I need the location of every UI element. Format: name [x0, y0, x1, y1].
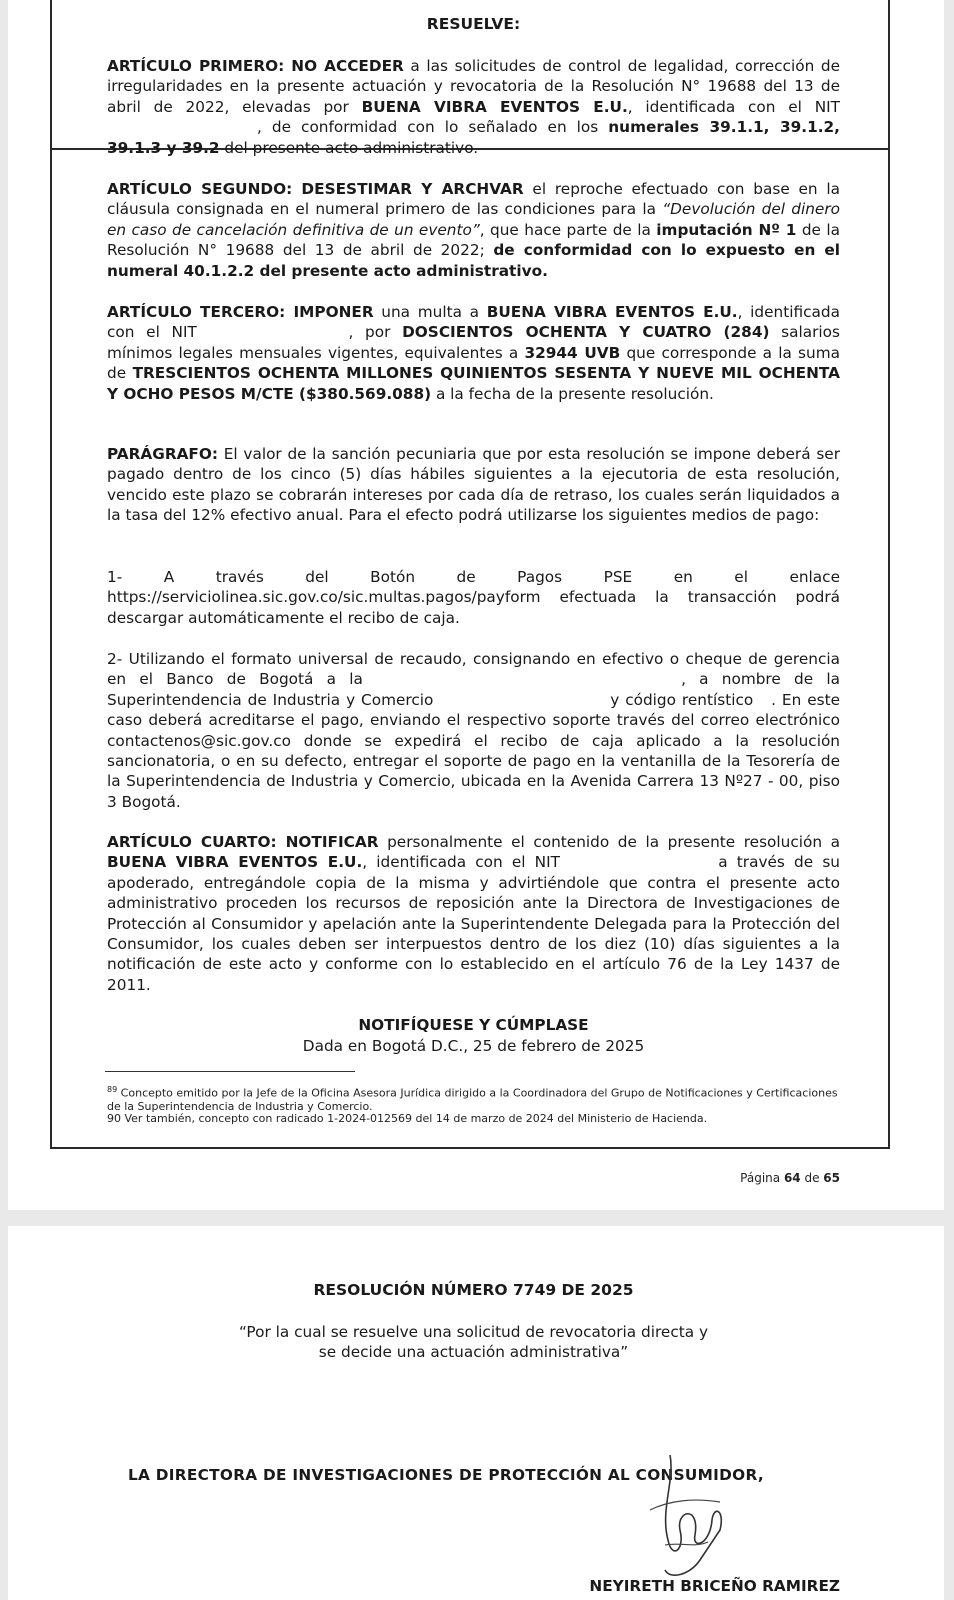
articulo-cuarto: ARTÍCULO CUARTO: NOTIFICAR personalmente el contenido de la presente resolución a BUENA VIBRA EVENTOS E.U., identificada con el NIT a través de su apoderado, entregándole copia de la misma y advirtiéndole que contra el presente acto administrativo proceden los recursos de reposición ante la Directora de Investigaciones de Protección al Consumidor y apelación ante la Superintendente Delegada para la Protección del Consumidor, los cuales deben ser interpuestos dentro de los diez (10) días siguientes a la notificación de este acto y conforme con lo establecido en el artículo 76 de la Ley 1437 de 2011. — [107, 833, 841, 994]
footnote-90: 90 Ver también, concepto con radicado 1-2024-012569 del 14 de marzo de 2024 del Ministerio de Hacienda. — [107, 1112, 708, 1125]
articulo-primero: ARTÍCULO PRIMERO: NO ACCEDER a las solicitudes de control de legalidad, corrección de irregularidades en la presente actuación y revocatoria de la Resolución N° 19688 del 13 de abril de 2022, elevadas por BUENA VIBRA EVENTOS E.U., identificada con el NIT , de conformidad con lo señalado en los numerales 39.1.1, 39.1.2, 39.1.3 y 39.2 del presente acto administrativo. — [107, 57, 840, 157]
articulo-segundo: ARTÍCULO SEGUNDO: DESESTIMAR Y ARCHVAR el reproche efectuado con base en la cláusula consignada en el numeral primero de las condiciones para la “Devolución del dinero en caso de cancelación definitiva de un evento”, que hace parte de la imputación Nº 1 de la Resolución N° 19688 del 13 de abril de 2022; de conformidad con lo expuesto en el numeral 40.1.2.2 del presente acto administrativo. — [107, 180, 841, 280]
paragrafo: PARÁGRAFO: El valor de la sanción pecuniaria que por esta resolución se impone deberá ser pagado dentro de los cinco (5) días hábiles siguientes a la ejecutoria de esta resolución, vencido este plazo se cobrarán intereses por cada día de retraso, los cuales serán liquidados a la tasa del 12% efectivo anual. Para el efecto podrá utilizarse los siguientes medios de pago: — [107, 445, 840, 525]
director-title: LA DIRECTORA DE INVESTIGACIONES DE PROTECCIÓN AL CONSUMIDOR, — [128, 1466, 764, 1484]
articulo-tercero: ARTÍCULO TERCERO: IMPONER una multa a BUENA VIBRA EVENTOS E.U., identificada con el NIT , por DOSCIENTOS OCHENTA Y CUATRO (284) salarios mínimos legales mensuales vigentes, equivalentes a 32944 UVB que corresponde a la suma de TRESCIENTOS OCHENTA MILLONES QUINIENTOS SESENTA Y NUEVE MIL OCHENTA Y OCHO PESOS M/CTE ($380.569.088) a la fecha de la presente resolución. — [107, 303, 841, 403]
payment-option-pse: 1- A través del Botón de Pagos PSE en el enlace https://serviciolinea.sic.gov.co/sic.multas.pagos/payform efectuada la transacción podrá descargar automáticamente el recibo de caja. — [107, 568, 840, 627]
resuelve-heading: RESUELVE: — [426, 15, 521, 33]
signer-name: NEYIRETH BRICEÑO RAMIREZ — [589, 1577, 840, 1595]
footnote-89: $^{89}$ Concepto emitido por la Jefe de la Oficina Asesora Jurídica dirigido a la Coordinadora del Grupo de Notificaciones y Certificaciones de la Superintendencia de Industria y Comercio. — [107, 1085, 838, 1114]
notifiquese-heading: NOTIFÍQUESE Y CÚMPLASE — [358, 1016, 589, 1034]
page-number: Página 64 de 65 — [740, 1171, 840, 1185]
handwritten-signature — [640, 1450, 730, 1590]
footnote-divider — [105, 1071, 355, 1072]
payment-option-bank: 2- Utilizando el formato universal de recaudo, consignando en efectivo o cheque de gerencia en el Banco de Bogotá a la , a nombre de la Superintendencia de Industria y Comercio y código rentístico . En este caso deberá acreditarse el pago, enviando el respectivo soporte través del correo electrónico contactenos@sic.gov.co donde se expedirá el recibo de caja aplicado a la resolución sancionatoria, o en su defecto, entregar el soporte de pago en la ventanilla de la Tesorería de la Superintendencia de Industria y Comercio, ubicada en la Avenida Carrera 13 Nº27 - 00, piso 3 Bogotá. — [107, 650, 840, 811]
resolution-subtitle: “Por la cual se resuelve una solicitud de revocatoria directa y se decide una actuación administrativa” — [238, 1323, 709, 1362]
date-place: Dada en Bogotá D.C., 25 de febrero de 2025 — [302, 1037, 645, 1055]
resolution-title: RESOLUCIÓN NÚMERO 7749 DE 2025 — [313, 1281, 634, 1299]
